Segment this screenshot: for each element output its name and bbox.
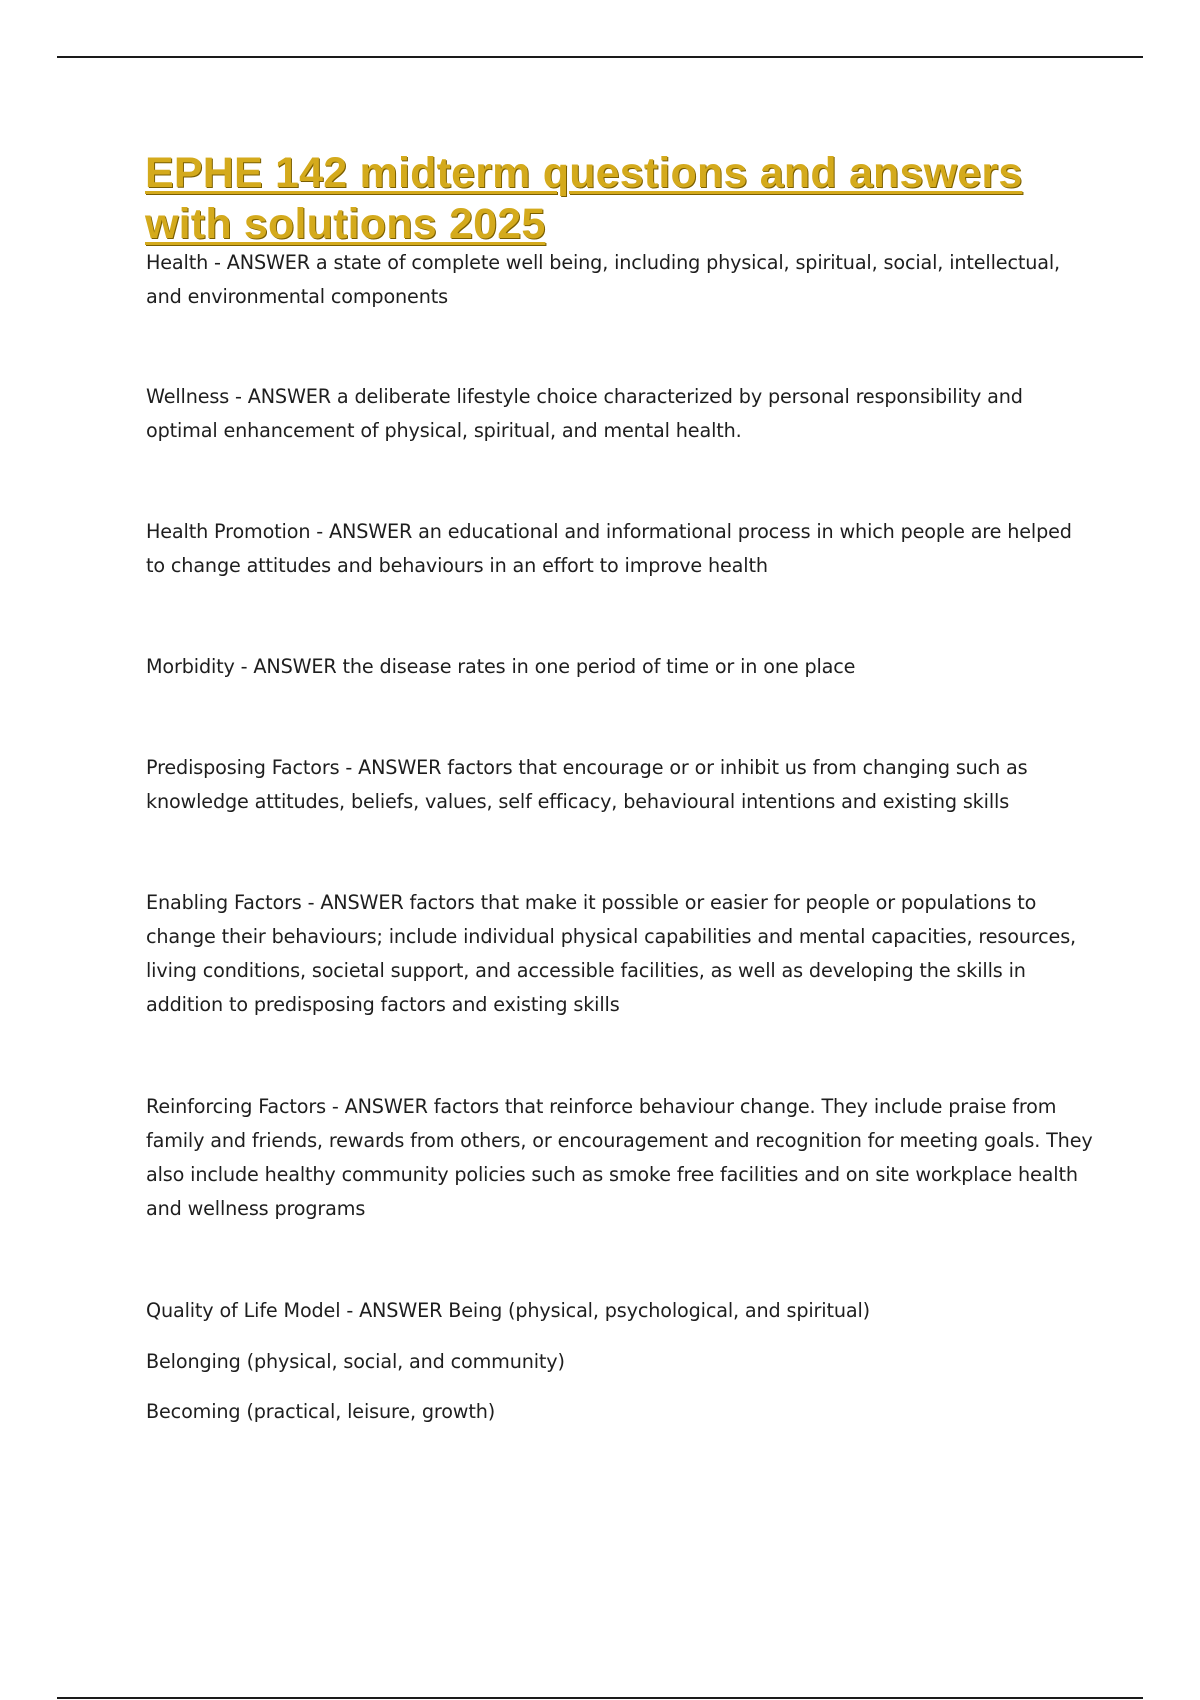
answer-separator: - ANSWER [340,1299,449,1322]
entry-term: Predisposing Factors [146,756,340,779]
qa-entry-health-promotion [146,515,1096,583]
entry-answer: an educational and informational process in which people are helped to change attitudes and behaviours in an effort to improve health [146,520,1072,577]
entry-answer: a state of complete well being, including physical, spiritual, social, intellectual, and environmental components [146,251,1060,308]
qa-entry-quality-of-life-model [146,1294,1096,1328]
qa-entry-health [146,246,1096,314]
answer-separator: - ANSWER [325,1095,434,1118]
document-title: EPHE 142 midterm questions and answers with solutions 2025 [145,149,1023,248]
bottom-divider [57,1697,1143,1699]
entry-answer: factors that make it possible or easier for people or populations to change their behaviours; include individual physical capabilities and mental capacities, resources, living conditions, societal support, and accessible facilities, as well as developing the skills in addition to predisposing factors and existing skills [146,891,1077,1016]
entry-term: Enabling Factors [146,891,302,914]
answer-separator: - ANSWER [229,385,337,408]
qa-entry-wellness [146,380,1096,448]
top-divider [57,56,1143,58]
answer-separator: - ANSWER [339,756,448,779]
answer-separator: - ANSWER [208,251,316,274]
answer-separator: - ANSWER [301,891,410,914]
entry-term: Health Promotion [146,520,311,543]
quality-of-life-becoming-line: Becoming (practical, leisure, growth) [146,1400,496,1423]
qa-entry-enabling-factors [146,886,1096,1022]
entry-term: Health [146,251,209,274]
entry-answer: the disease rates in one period of time or in one place [342,655,856,678]
answer-separator: - ANSWER [234,655,343,678]
entry-term: Quality of Life Model [146,1299,341,1322]
qa-entry-morbidity [146,650,1096,684]
qa-entry-predisposing-factors [146,751,1096,819]
entry-term: Wellness [146,385,230,408]
entry-answer: factors that reinforce behaviour change. They include praise from family and friends, rewards from others, or encouragement and recognition for meeting goals. They also include healthy community policies such as smoke free facilities and on site workplace health and wellness programs [146,1095,1093,1220]
qa-entry-reinforcing-factors [146,1090,1096,1226]
quality-of-life-belonging-line: Belonging (physical, social, and community) [146,1350,565,1373]
entry-answer: factors that encourage or or inhibit us from changing such as knowledge attitudes, beliefs, values, self efficacy, behavioural intentions and existing skills [146,756,1028,813]
entry-answer: Being (physical, psychological, and spiritual) [448,1299,870,1322]
entry-term: Reinforcing Factors [146,1095,326,1118]
entry-answer: a deliberate lifestyle choice characterized by personal responsibility and optimal enhancement of physical, spiritual, and mental health. [146,385,1023,442]
entry-term: Morbidity [146,655,235,678]
answer-separator: - ANSWER [310,520,419,543]
